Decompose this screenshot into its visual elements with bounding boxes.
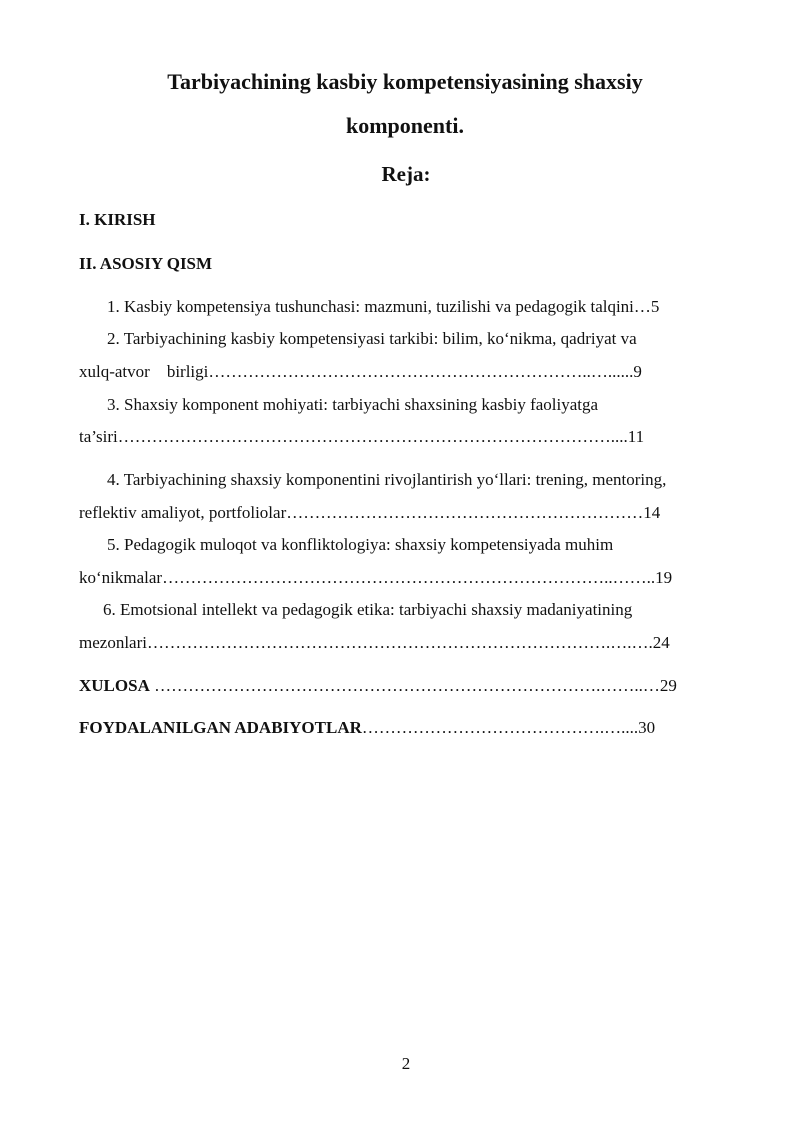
toc-item-3-line-1: 3. Shaxsiy komponent mohiyati: tarbiyachi shaxsining kasbiy faoliyatga — [107, 395, 599, 414]
plan-heading: Reja: — [381, 162, 431, 186]
toc-references-dots: …………………………………….…....30 — [361, 718, 656, 737]
toc-item-5-line-2: ko‘nikmalar……………………………………………………………………..……..19 — [79, 568, 673, 587]
toc-conclusion-dots: …………………………………………………………………….……..…29 — [149, 676, 677, 695]
toc-item-6-line-2: mezonlari……………………………………………………………………….….….24 — [79, 633, 670, 652]
toc-item-3-line-2: ta’siri……………………………………………………………………………....11 — [79, 427, 645, 446]
toc-item-2-line-1: 2. Tarbiyachining kasbiy kompetensiyasi tarkibi: bilim, ko‘nikma, qadriyat va — [107, 329, 637, 348]
toc-item-1: 1. Kasbiy kompetensiya tushunchasi: mazmuni, tuzilishi va pedagogik talqini…5 — [107, 297, 660, 316]
toc-references-label: FOYDALANILGAN ADABIYOTLAR — [79, 718, 362, 737]
toc-item-4-line-2: reflektiv amaliyot, portfoliolar………………………………………………………14 — [79, 503, 661, 522]
toc-intro: I. KIRISH — [79, 210, 156, 229]
toc-main-part: II. ASOSIY QISM — [79, 254, 213, 273]
page-number: 2 — [401, 1054, 411, 1073]
toc-conclusion — [79, 675, 677, 697]
document-title-line-1: Tarbiyachining kasbiy kompetensiyasining shaxsiy — [167, 69, 643, 94]
toc-conclusion-label: XULOSA — [79, 676, 150, 695]
toc-item-4-line-1: 4. Tarbiyachining shaxsiy komponentini rivojlantirish yo‘llari: trening, mentoring, — [107, 470, 667, 489]
toc-references — [79, 717, 655, 739]
toc-item-2-line-2: xulq-atvor birligi…………………………………………………………..…......9 — [79, 362, 642, 381]
document-title-line-2: komponenti. — [346, 113, 464, 138]
toc-item-6-line-1: 6. Emotsional intellekt va pedagogik etika: tarbiyachi shaxsiy madaniyatining — [103, 600, 633, 619]
toc-item-5-line-1: 5. Pedagogik muloqot va konfliktologiya: shaxsiy kompetensiyada muhim — [107, 535, 614, 554]
